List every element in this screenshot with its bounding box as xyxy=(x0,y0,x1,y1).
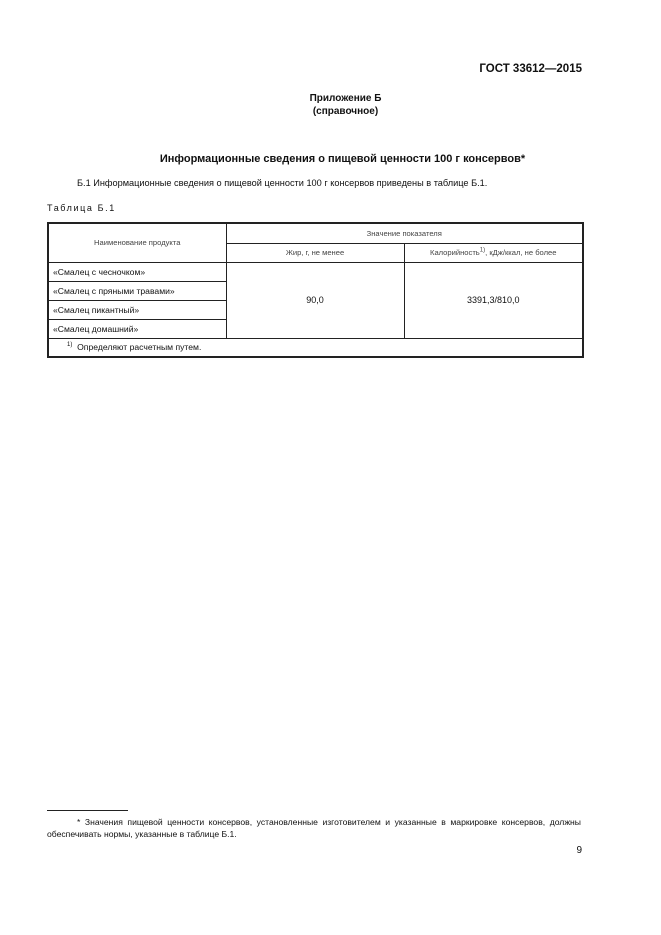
intro-paragraph: Б.1 Информационные сведения о пищевой ценности 100 г консервов приведены в таблице Б.1. xyxy=(77,178,488,188)
table-caption: Таблица Б.1 xyxy=(47,203,116,213)
footnote-separator xyxy=(47,810,128,811)
product-cell: «Смалец домашний» xyxy=(48,319,226,338)
product-cell: «Смалец пикантный» xyxy=(48,300,226,319)
calorie-value-cell: 3391,3/810,0 xyxy=(404,262,583,338)
column-header-calorie: Калорийность$^{1)}$, кДж/ккал, не более xyxy=(404,243,583,262)
fat-value-cell: 90,0 xyxy=(226,262,404,338)
section-heading: Информационные сведения о пищевой ценности 100 г консервов* xyxy=(159,153,526,165)
appendix-subtitle: (справочное) xyxy=(312,106,379,117)
page-number: 9 xyxy=(576,845,582,856)
column-header-fat: Жир, г, не менее xyxy=(226,243,404,262)
standard-code: ГОСТ 33612—2015 xyxy=(479,63,582,75)
nutrition-table xyxy=(47,222,584,358)
appendix-title: Приложение Б xyxy=(309,93,382,104)
product-cell: «Смалец с пряными травами» xyxy=(48,281,226,300)
table-footnote: $^{1)}$ Определяют расчетным путем. xyxy=(48,338,583,357)
product-cell: «Смалец с чесночком» xyxy=(48,262,226,281)
page-footnote: * Значения пищевой ценности консервов, установленные изготовителем и указанные в маркировке консервов, должны обеспечивать нормы, указанные в таблице Б.1. xyxy=(47,817,581,839)
appendix-title-block xyxy=(0,92,661,118)
column-header-group: Значение показателя xyxy=(226,223,583,243)
column-header-product: Наименование продукта xyxy=(48,223,226,262)
